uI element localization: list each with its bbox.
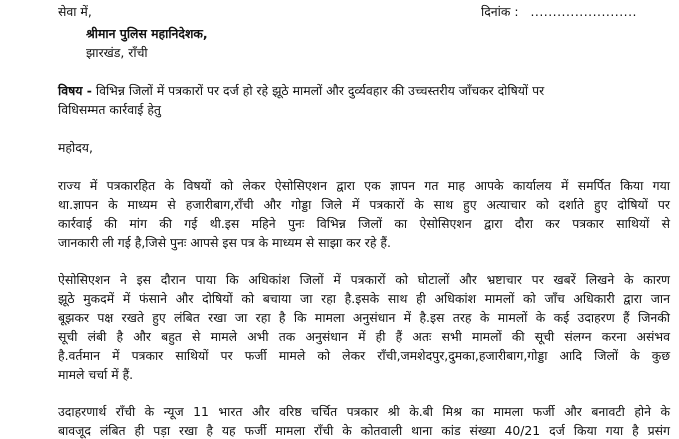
greeting: महोदय, (58, 140, 93, 155)
recipient-name: श्रीमान पुलिस महानिदेशक, (86, 26, 208, 41)
subject-line-2: विधिसम्मत कार्रवाई हेतु (58, 102, 161, 117)
date-field (481, 4, 637, 20)
paragraph-line: कार्रवाई की मांग की गई थी.इस महिने पुनः विभिन्न जिलों का ऐसोसिएशन द्वारा दौरा कर पत्रकार साथियों से (58, 216, 670, 231)
paragraph-line: मामले चर्चा में हैं. (58, 367, 134, 382)
paragraph-line: सूची लंबी है और बहुत से मामले अभी तक अनुसंधान में ही हैं अतः सभी मामलों की सूची संलग्न करना असंभव (58, 329, 670, 344)
paragraph-line: ऐसोसिएशन ने इस दौरान पाया कि अधिकांश जिलों में पत्रकारों को घोटालों और भ्रष्टाचार पर खबरें लिखने के कारण (58, 272, 670, 287)
date-value: ........................ (530, 4, 637, 19)
subject-label: विषय - (58, 83, 92, 98)
paragraph-line: था.ज्ञापन के माध्यम से हजारीबाग,राँची और गोड्डा जिले में पत्रकारों के साथ हुए अत्याचार को दर्शाते हुए दोषियों पर (58, 197, 670, 212)
recipient-address: झारखंड, राँची (86, 45, 148, 60)
salutation-to: सेवा में, (58, 4, 92, 19)
paragraph-line: झूठे मुकदमें में फंसाने और दोषियों को बचाया जा रहा है.इसके साथ ही अधिकांश मामलों को जाँच अधिकारी द्वारा जान (58, 291, 670, 306)
paragraph-line: है.वर्तमान में पत्रकार साथियों पर फर्जी मामले को लेकर राँची,जमशेदपुर,दुमका,हजारीबाग,गोड्डा आदि जिलों के कुछ (58, 348, 670, 363)
paragraph-line: बावजूद लंबित ही पड़ा रखा है यह फर्जी मामला राँची के कोतवाली थाना कांड संख्या 40/21 दर्ज किया गया है प्रसंग (58, 423, 670, 438)
date-label: दिनांक : (481, 4, 519, 19)
paragraph-line: राज्य में पत्रकारहित के विषयों को लेकर ऐसोसिएशन द्वारा एक ज्ञापन गत माह आपके कार्यालय में समर्पित किया गया (58, 178, 670, 193)
subject-line-1 (58, 83, 670, 99)
paragraph-line: जानकारी ली गई है,जिसे पुनः आपसे इस पत्र के माध्यम से साझा कर रहे हैं. (58, 235, 391, 250)
paragraph-line: बूझकर पक्ष रखते हुए लंबित रखा जा रहा है कि मामला अनुसंधान में है.इस तरह के मामलों के कई उदाहरण हैं जिनकी (58, 310, 670, 325)
subject-text-1: विभिन्न जिलों में पत्रकारों पर दर्ज हो रहे झूठे मामलों और दुर्व्यवहार की उच्चस्तरीय जाँचकर दोषियों पर (95, 83, 545, 98)
paragraph-line: उदाहरणार्थ राँची के न्यूज 11 भारत और वरिष्ठ चर्चित पत्रकार श्री के.बी मिश्र का मामला फर्जी और बनावटी होने के (58, 404, 670, 419)
